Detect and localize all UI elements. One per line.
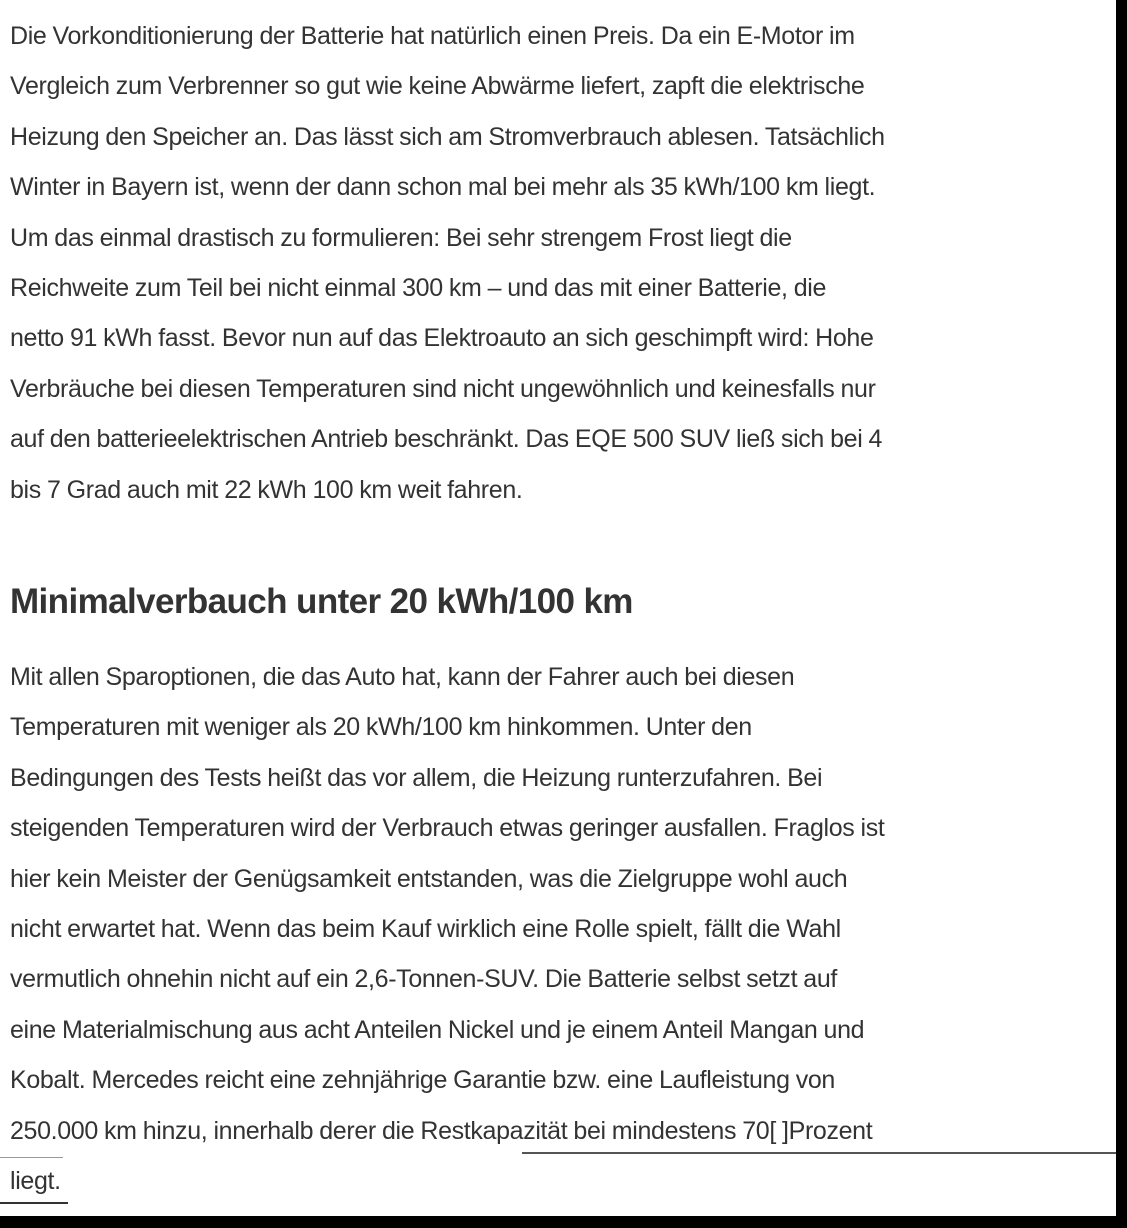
text-fragment: 250.000 km hinzu, innerhalb derer die: [10, 1116, 421, 1145]
text-line: netto 91 kWh fasst. Bevor nun auf das Elektroauto an sich geschimpft wird: Hohe: [10, 324, 874, 353]
text-line: Kobalt. Mercedes reicht eine zehnjährige Garantie bzw. eine Laufleistung von: [10, 1066, 835, 1095]
text-line: nicht erwartet hat. Wenn das beim Kauf wirklich eine Rolle spielt, fällt die Wahl: [10, 914, 841, 943]
text-line: hier kein Meister der Genügsamkeit entstanden, was die Zielgruppe wohl auch: [10, 864, 848, 893]
text-line: eine Materialmischung aus acht Anteilen Nickel und je einem Anteil Mangan und: [10, 1015, 865, 1044]
text-line: Die Vorkonditionierung der Batterie hat natürlich einen Preis. Da ein E-Motor im: [10, 22, 855, 50]
text-line: Heizung den Speicher an. Das lässt sich am Stromverbrauch ablesen. Tatsächlich: [10, 122, 885, 151]
text-line: Vergleich zum Verbrenner so gut wie keine Abwärme liefert, zapft die elektrische: [10, 72, 865, 101]
text-line: Um das einmal drastisch zu formulieren: Bei sehr strengem Frost liegt die: [10, 223, 792, 252]
text-line: Verbräuche bei diesen Temperaturen sind nicht ungewöhnlich und keinesfalls nur: [10, 374, 876, 403]
text-line: Winter in Bayern ist, wenn der dann schon mal bei mehr als 35 kWh/100 km liegt.: [10, 173, 876, 202]
text-line: steigenden Temperaturen wird der Verbrauch etwas geringer ausfallen. Fraglos ist: [10, 814, 885, 843]
link-underline: [522, 1152, 1116, 1154]
text-line: auf den batterieelektrischen Antrieb beschränkt. Das EQE 500 SUV ließ sich bei 4: [10, 425, 883, 454]
text-line: Temperaturen mit weniger als 20 kWh/100 km hinkommen. Unter den: [10, 713, 752, 742]
text-line: bis 7 Grad auch mit 22 kWh 100 km weit fahren.: [10, 475, 523, 504]
link-underline: [0, 1202, 68, 1204]
link-border: [0, 1157, 63, 1158]
text-line-with-link: [10, 1106, 1110, 1156]
paragraph-minimal-consumption: [10, 652, 1110, 1206]
text-fragment: .: [54, 1166, 61, 1195]
text-line-with-link: [10, 1156, 1110, 1206]
text-line: vermutlich ohnehin nicht auf ein 2,6-Tonnen-SUV. Die Batterie selbst setzt auf: [10, 965, 837, 994]
text-line: Mit allen Sparoptionen, die das Auto hat, kann der Fahrer auch bei diesen: [10, 663, 795, 691]
text-line: Reichweite zum Teil bei nicht einmal 300 km – und das mit einer Batterie, die: [10, 273, 827, 302]
link-restkapazitaet[interactable]: Restkapazität bei mindestens 70[ ]Prozent: [420, 1116, 873, 1145]
link-restkapazitaet-continued[interactable]: liegt: [10, 1166, 55, 1195]
text-line: Bedingungen des Tests heißt das vor allem, die Heizung runterzufahren. Bei: [10, 763, 823, 792]
paragraph-battery-preconditioning: [10, 11, 1110, 515]
section-heading: Minimalverbauch unter 20 kWh/100 km: [10, 582, 633, 621]
